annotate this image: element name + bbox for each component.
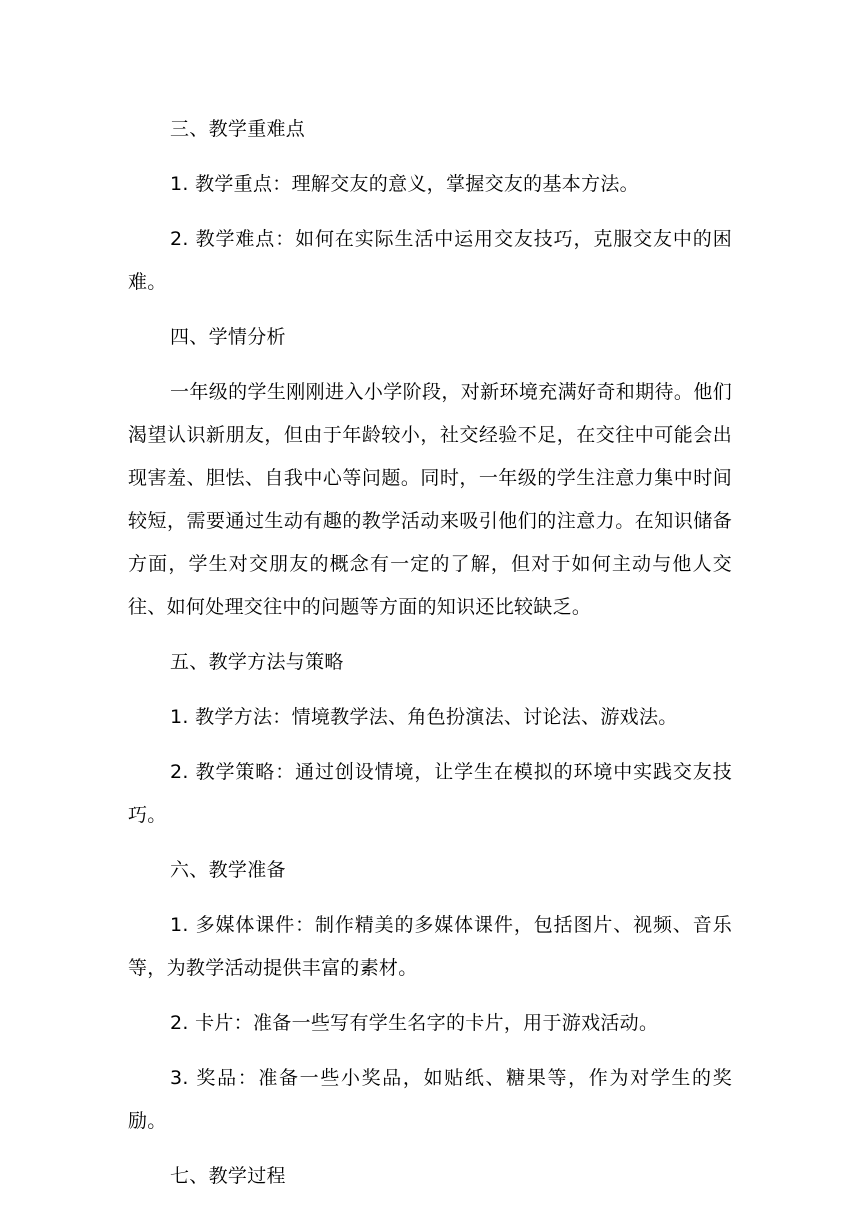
section-heading-student-analysis: 四、学情分析 [170,326,286,348]
list-item-prizes: 3. 奖品：准备一些小奖品，如贴纸、糖果等，作为对学生的奖励。 [128,1067,732,1132]
section-heading-key-points: 三、教学重难点 [170,118,306,140]
list-item-teaching-methods: 1. 教学方法：情境教学法、角色扮演法、讨论法、游戏法。 [170,706,678,728]
list-item-multimedia: 1. 多媒体课件：制作精美的多媒体课件，包括图片、视频、音乐等，为教学活动提供丰富的素材。 [128,914,732,979]
body-paragraph-student-analysis: 一年级的学生刚刚进入小学阶段，对新环境充满好奇和期待。他们渴望认识新朋友，但由于年龄较小，社交经验不足，在交往中可能会出现害羞、胆怯、自我中心等问题。同时，一年级的学生注意力集中时间较短，需要通过生动有趣的教学活动来吸引他们的注意力。在知识储备方面，学生对交朋友的概念有一定的了解，但对于如何主动与他人交往、如何处理交往中的问题等方面的知识还比较缺乏。 [128,381,732,618]
list-item-teaching-strategy: 2. 教学策略：通过创设情境，让学生在模拟的环境中实践交友技巧。 [128,761,732,826]
list-item-key-point: 1. 教学重点：理解交友的意义，掌握交友的基本方法。 [170,173,639,195]
list-item-difficult-point: 2. 教学难点：如何在实际生活中运用交友技巧，克服交友中的困难。 [128,228,732,293]
section-heading-preparation: 六、教学准备 [170,859,286,881]
section-heading-methods: 五、教学方法与策略 [170,651,344,673]
document-body [128,108,732,1210]
section-heading-process: 七、教学过程 [170,1165,286,1187]
list-item-cards: 2. 卡片：准备一些写有学生名字的卡片，用于游戏活动。 [170,1012,659,1034]
